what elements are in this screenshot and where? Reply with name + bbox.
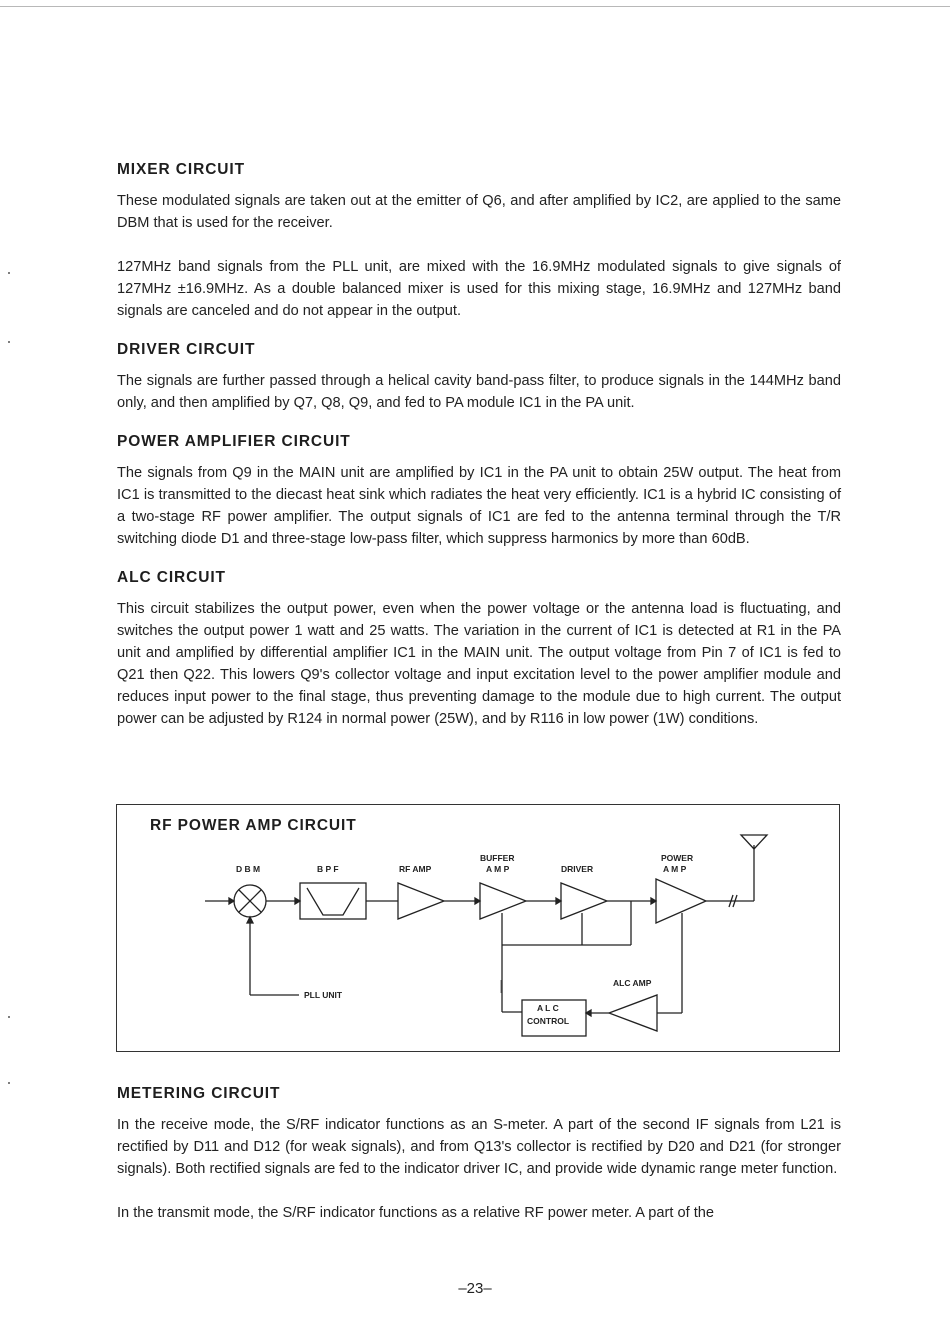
- document-body: [117, 160, 841, 748]
- section-heading: METERING CIRCUIT: [117, 1085, 281, 1102]
- alc-control-arrowhead: [586, 1010, 591, 1016]
- buffer-arrowhead: [475, 898, 480, 904]
- section-power-amplifier-circuit: [117, 432, 841, 550]
- bpf-arrowhead: [295, 898, 300, 904]
- paragraph: The signals from Q9 in the MAIN unit are amplified by IC1 in the PA unit to obtain 25W output. The heat from IC1 is transmitted to the diecast heat sink which radiates the heat very efficiently. IC1 is a hybrid IC consisting of a two-stage RF power amplifier. The output signals of IC1 are fed to the antenna terminal through the T/R switching diode D1 and three-stage low-pass filter, which suppress harmonics by more than 60dB.: [117, 465, 841, 547]
- margin-speck: [8, 341, 10, 343]
- label-bpf: B P F: [317, 864, 339, 874]
- paragraph: The signals are further passed through a helical cavity band-pass filter, to produce signals in the 144MHz band only, and then amplified by Q7, Q8, Q9, and fed to PA module IC1 in the PA unit.: [117, 373, 841, 411]
- paragraph: In the transmit mode, the S/RF indicator functions as a relative RF power meter. A part of the: [117, 1205, 715, 1221]
- paragraph: This circuit stabilizes the output power, even when the power voltage or the antenna load is fluctuating, and switches the output power 1 watt and 25 watts. The variation in the current of IC1 is detected at R1 in the PA unit and amplified by differential amplifier IC1 in the MAIN unit. The output voltage from Pin 7 of IC1 is fed to Q21 then Q22. This lowers Q9's collector voltage and input excitation level to the power amplifier module and reduces input power to the final stage, thus preventing damage to the module due to high current. The output power can be adjusted by R124 in normal power (25W), and by R116 in low power (1W) conditions.: [117, 601, 841, 727]
- block-diagram-svg: [117, 805, 841, 1053]
- margin-speck: [8, 272, 10, 274]
- section-heading: DRIVER CIRCUIT: [117, 341, 256, 358]
- label-rf-amp: RF AMP: [399, 864, 432, 874]
- label-buffer: BUFFER: [480, 853, 515, 863]
- section-metering-circuit: [117, 1084, 841, 1224]
- section-heading: MIXER CIRCUIT: [117, 161, 245, 178]
- label-buffer-amp: A M P: [486, 864, 510, 874]
- diagram-title: RF POWER AMP CIRCUIT: [150, 817, 357, 834]
- label-dbm: D B M: [236, 864, 261, 874]
- section-mixer-circuit: [117, 160, 841, 322]
- page-number: –23–: [458, 1280, 492, 1297]
- label-power-amp: A M P: [663, 864, 687, 874]
- power-amp-triangle: [656, 879, 706, 923]
- section-driver-circuit: [117, 340, 841, 414]
- top-border-line: [0, 6, 950, 7]
- label-alc-amp: ALC AMP: [613, 978, 652, 988]
- rf-amp-triangle: [398, 883, 444, 919]
- bpf-block: [300, 883, 366, 919]
- margin-speck: [8, 1016, 10, 1018]
- buffer-amp-triangle: [480, 883, 526, 919]
- paragraph: These modulated signals are taken out at the emitter of Q6, and after amplified by IC2, are applied to the same DBM that is used for the receiver.: [117, 193, 841, 231]
- power-arrowhead: [651, 898, 656, 904]
- section-heading: POWER AMPLIFIER CIRCUIT: [117, 433, 351, 450]
- driver-arrowhead: [556, 898, 561, 904]
- label-power: POWER: [661, 853, 694, 863]
- section-alc-circuit: [117, 568, 841, 730]
- bpf-symbol: [307, 888, 359, 915]
- paragraph: In the receive mode, the S/RF indicator functions as an S-meter. A part of the second IF signals from L21 is rectified by D11 and D12 (for weak signals), and from Q13's collector is rectified by D20 and D21 (for stronger signals). Both rectified signals are fed to the indicator driver IC, and provide wide dynamic range meter function.: [117, 1117, 841, 1177]
- input-arrowhead: [229, 898, 234, 904]
- alc-amp-triangle: [609, 995, 657, 1031]
- label-driver: DRIVER: [561, 864, 594, 874]
- pll-arrowhead: [247, 917, 253, 923]
- label-pll-unit: PLL UNIT: [304, 990, 343, 1000]
- paragraph: 127MHz band signals from the PLL unit, are mixed with the 16.9MHz modulated signals to give signals of 127MHz ±16.9MHz. As a double balanced mixer is used for this mixing stage, 16.9MHz and 127MHz band signals are canceled and do not appear in the output.: [117, 259, 841, 319]
- margin-speck: [8, 1082, 10, 1084]
- label-control: CONTROL: [527, 1016, 570, 1026]
- section-heading: ALC CIRCUIT: [117, 569, 226, 586]
- label-alc: A L C: [537, 1003, 559, 1013]
- driver-triangle: [561, 883, 607, 919]
- rf-power-amp-diagram: [116, 804, 840, 1052]
